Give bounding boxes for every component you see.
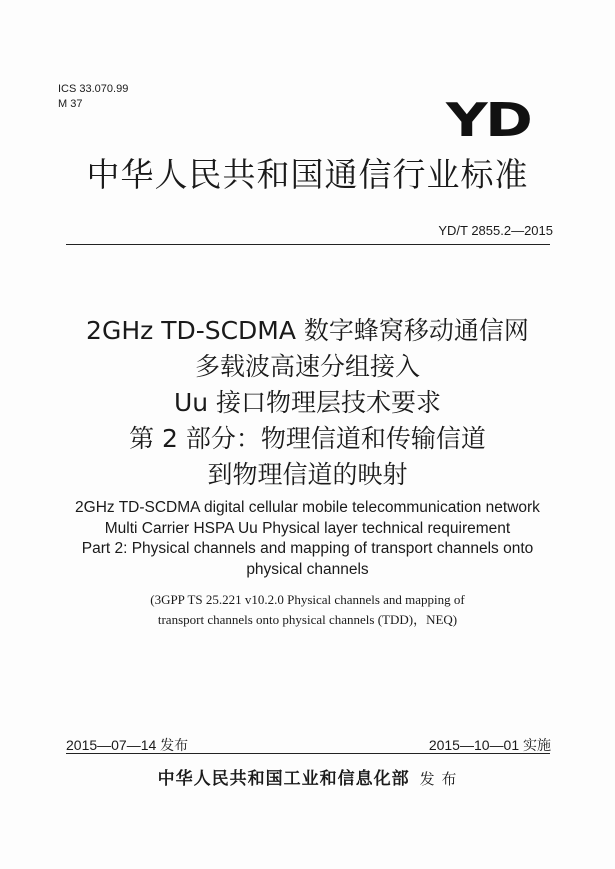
standard-type-title: 中华人民共和国通信行业标准 bbox=[86, 155, 529, 194]
issuer-suffix: 发 布 bbox=[419, 770, 458, 788]
chinese-title-line: Uu 接口物理层技术要求 bbox=[173, 388, 442, 417]
reference-line: transport channels onto physical channels (TDD)，NEQ) bbox=[157, 612, 458, 627]
english-title-line: physical channels bbox=[246, 560, 369, 578]
chinese-title-line: 第 2 部分：物理信道和传输信道 bbox=[129, 424, 486, 453]
chinese-title-line: 多载波高速分组接入 bbox=[194, 352, 420, 381]
issuer-name: 中华人民共和国工业和信息化部 bbox=[157, 769, 410, 789]
classification-codes bbox=[58, 82, 128, 112]
ics-code: ICS 33.070.99 bbox=[58, 83, 129, 95]
standard-number: YD/T 2855.2—2015 bbox=[438, 223, 553, 238]
reference-line: (3GPP TS 25.221 v10.2.0 Physical channels and mapping of bbox=[150, 592, 465, 607]
issuing-authority bbox=[0, 764, 615, 789]
english-title-line: Part 2: Physical channels and mapping of transport channels onto bbox=[81, 540, 534, 557]
english-title bbox=[0, 498, 615, 580]
chinese-title bbox=[0, 313, 615, 493]
category-code: M 37 bbox=[58, 98, 83, 110]
english-title-line: Multi Carrier HSPA Uu Physical layer technical requirement bbox=[104, 519, 511, 537]
reference-standard bbox=[0, 590, 615, 630]
effective-date: 2015—10—01 实施 bbox=[428, 737, 551, 753]
chinese-title-line: 到物理信道的映射 bbox=[207, 460, 408, 489]
top-divider bbox=[66, 244, 550, 245]
publish-date: 2015—07—14 发布 bbox=[66, 737, 189, 753]
yd-logo: YD bbox=[446, 93, 531, 147]
bottom-divider bbox=[66, 753, 550, 754]
chinese-title-line: 2GHz TD-SCDMA 数字蜂窝移动通信网 bbox=[86, 316, 529, 345]
english-title-line: 2GHz TD-SCDMA digital cellular mobile telecommunication network bbox=[75, 499, 540, 516]
